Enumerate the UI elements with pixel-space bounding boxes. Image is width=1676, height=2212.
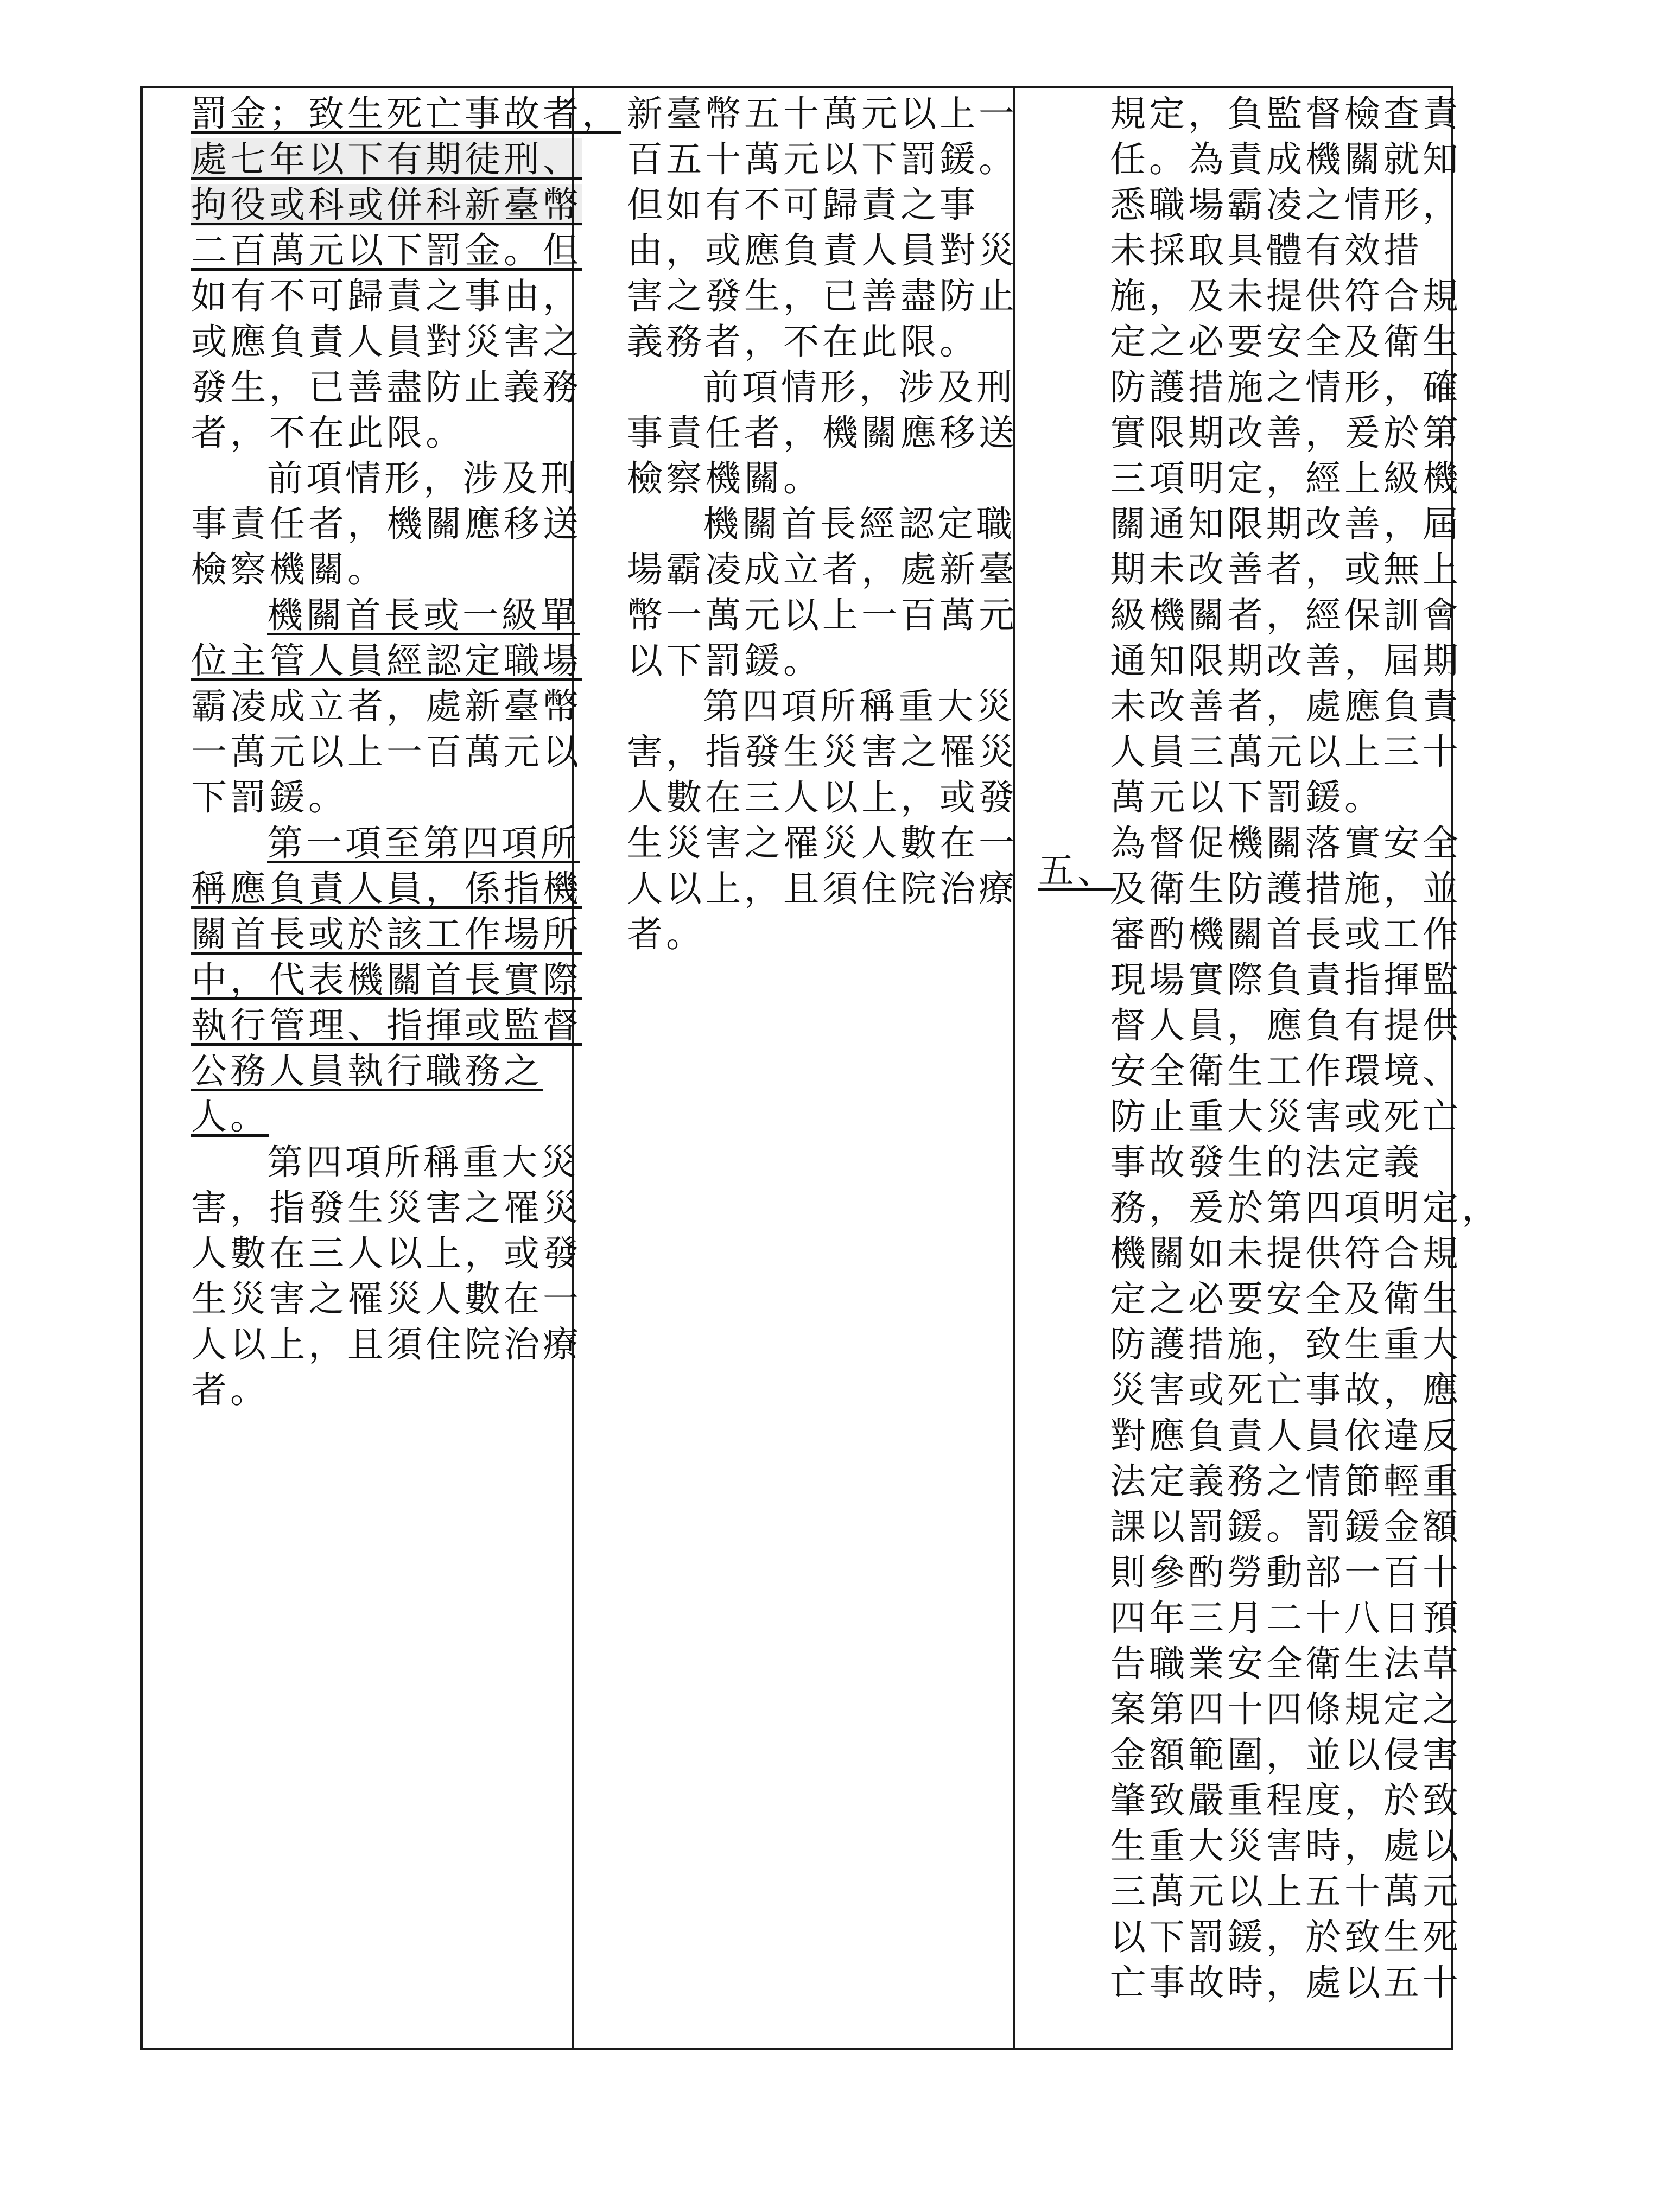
text-line: 萬元以下罰鍰。 [1110, 777, 1383, 818]
text-line: 三項明定，經上級機 [1110, 457, 1462, 499]
text-line: 一萬元以上一百萬元以 [191, 731, 582, 773]
text-line: 案第四十四條規定之 [1110, 1688, 1462, 1730]
text-line: 級機關者，經保訓會 [1110, 594, 1462, 636]
text-line: 施，及未提供符合規 [1110, 275, 1462, 317]
text-line: 人員三萬元以上三十 [1110, 731, 1462, 773]
text-line: 災害或死亡事故，應 [1110, 1369, 1462, 1411]
text-line: 第四項所稱重大災 [267, 1141, 580, 1183]
text-line: 審酌機關首長或工作 [1110, 913, 1462, 955]
text-line: 通知限期改善，屆期 [1110, 640, 1462, 682]
text-line: 事責任者，機關應移送 [191, 503, 582, 545]
text-line: 以下罰鍰，於致生死 [1110, 1916, 1462, 1958]
underlined-text: 拘役或科或併科新臺幣 [191, 184, 582, 226]
text-line: 生災害之罹災人數在一 [627, 822, 1018, 864]
text-line [191, 1048, 621, 1094]
text-line [191, 866, 621, 912]
text-line [191, 137, 621, 182]
underlined-text: 機關首長或一級單 [267, 594, 580, 636]
text-line [191, 638, 621, 684]
text-line: 前項情形，涉及刑 [267, 457, 580, 499]
text-line: 前項情形，涉及刑 [703, 366, 1015, 408]
text-line [191, 593, 621, 638]
text-line [191, 821, 621, 866]
text-line: 定之必要安全及衛生 [1110, 1278, 1462, 1320]
text-line [191, 228, 621, 274]
text-line: 法定義務之情節輕重 [1110, 1460, 1462, 1502]
item-number-label: 五、 [1038, 850, 1116, 892]
text-line: 規定，負監督檢查責 [1110, 93, 1462, 135]
text-line: 三萬元以上五十萬元 [1110, 1871, 1462, 1912]
underlined-text: 處七年以下有期徒刑、 [191, 138, 582, 180]
text-line: 肇致嚴重程度，於致 [1110, 1779, 1462, 1821]
text-line: 如有不可歸責之事由， [191, 275, 582, 317]
text-line: 事責任者，機關應移送 [627, 412, 1018, 454]
underlined-text: 公務人員執行職務之 [191, 1050, 543, 1092]
text-line: 課以罰鍰。罰鍰金額 [1110, 1506, 1462, 1548]
text-line: 檢察機關。 [627, 457, 822, 499]
text-line: 或應負責人員對災害之 [191, 321, 582, 363]
text-line: 害，指發生災害之罹災 [191, 1187, 582, 1229]
text-line: 及衛生防護措施，並 [1110, 868, 1462, 910]
underlined-text: 關首長或於該工作場所 [191, 913, 582, 955]
text-line [191, 182, 621, 228]
text-line: 防護措施，致生重大 [1110, 1324, 1462, 1365]
text-line: 害，指發生災害之罹災 [627, 731, 1018, 773]
text-line: 金額範圍，並以侵害 [1110, 1734, 1462, 1776]
text-line: 下罰鍰。 [191, 777, 347, 818]
text-line: 現場實際負責指揮監 [1110, 959, 1462, 1001]
text-line: 機關首長經認定職 [703, 503, 1015, 545]
text-line: 悉職場霸凌之情形， [1110, 184, 1462, 226]
text-line: 場霸凌成立者，處新臺 [627, 549, 1018, 590]
text-line: 害之發生，已善盡防止 [627, 275, 1018, 317]
text-line: 人以上，且須住院治療 [191, 1324, 582, 1365]
right-column [1110, 91, 1501, 2006]
underlined-text: 位主管人員經認定職場 [191, 640, 582, 682]
text-line: 實限期改善，爰於第 [1110, 412, 1462, 454]
text-line: 人數在三人以上，或發 [627, 777, 1018, 818]
text-line [191, 91, 621, 137]
text-line: 對應負責人員依違反 [1110, 1415, 1462, 1457]
text-line: 義務者，不在此限。 [627, 321, 979, 363]
text-line: 亡事故時，處以五十 [1110, 1962, 1462, 2004]
text-line: 者，不在此限。 [191, 412, 465, 454]
text-line: 由，或應負責人員對災 [627, 230, 1018, 271]
underlined-text: 第一項至第四項所 [267, 822, 580, 864]
text-line: 四年三月二十八日預 [1110, 1597, 1462, 1639]
middle-column [627, 91, 1018, 957]
text-line: 督人員，應負有提供 [1110, 1005, 1462, 1046]
text-line [191, 957, 621, 1003]
text-line: 期未改善者，或無上 [1110, 549, 1462, 590]
text-line: 事故發生的法定義 [1110, 1141, 1423, 1183]
text-line: 以下罰鍰。 [627, 640, 822, 682]
text-line: 機關如未提供符合規 [1110, 1232, 1462, 1274]
text-line: 為督促機關落實安全 [1110, 822, 1462, 864]
text-line [191, 1094, 621, 1140]
text-line: 人數在三人以上，或發 [191, 1232, 582, 1274]
text-line: 未採取具體有效措 [1110, 230, 1423, 271]
text-line [191, 1003, 621, 1048]
left-column [191, 91, 621, 1413]
text-line: 生重大災害時，處以 [1110, 1825, 1462, 1867]
text-line: 任。為責成機關就知 [1110, 138, 1462, 180]
text-line: 則參酌勞動部一百十 [1110, 1552, 1462, 1593]
text-line: 百五十萬元以下罰鍰。 [627, 138, 1018, 180]
underlined-text: 稱應負責人員，係指機 [191, 868, 582, 910]
text-line [191, 912, 621, 957]
text-line: 新臺幣五十萬元以上一 [627, 93, 1018, 135]
underlined-text: 中，代表機關首長實際 [191, 959, 582, 1001]
text-line: 檢察機關。 [191, 549, 386, 590]
text-line: 關通知限期改善，屆 [1110, 503, 1462, 545]
text-line: 幣一萬元以上一百萬元 [627, 594, 1018, 636]
text-line: 安全衛生工作環境、 [1110, 1050, 1462, 1092]
underlined-text: 執行管理、指揮或監督 [191, 1005, 582, 1046]
text-line: 未改善者，處應負責 [1110, 685, 1462, 727]
text-line: 但如有不可歸責之事 [627, 184, 979, 226]
text-line: 定之必要安全及衛生 [1110, 321, 1462, 363]
underlined-text: 人。 [191, 1096, 269, 1137]
text-line: 者。 [627, 913, 705, 955]
text-line: 告職業安全衛生法草 [1110, 1643, 1462, 1685]
text-line: 防護措施之情形，確 [1110, 366, 1462, 408]
text-line: 霸凌成立者，處新臺幣 [191, 685, 582, 727]
text-line: 發生，已善盡防止義務 [191, 366, 582, 408]
text-line: 生災害之罹災人數在一 [191, 1278, 582, 1320]
underlined-text: 二百萬元以下罰金。但 [191, 230, 582, 271]
text-line: 防止重大災害或死亡 [1110, 1096, 1462, 1137]
text-line: 務，爰於第四項明定， [1110, 1187, 1501, 1229]
underlined-text: 罰金；致生死亡事故者， [191, 93, 621, 135]
text-line: 人以上，且須住院治療 [627, 868, 1018, 910]
text-line: 第四項所稱重大災 [703, 685, 1015, 727]
text-line: 者。 [191, 1369, 269, 1411]
